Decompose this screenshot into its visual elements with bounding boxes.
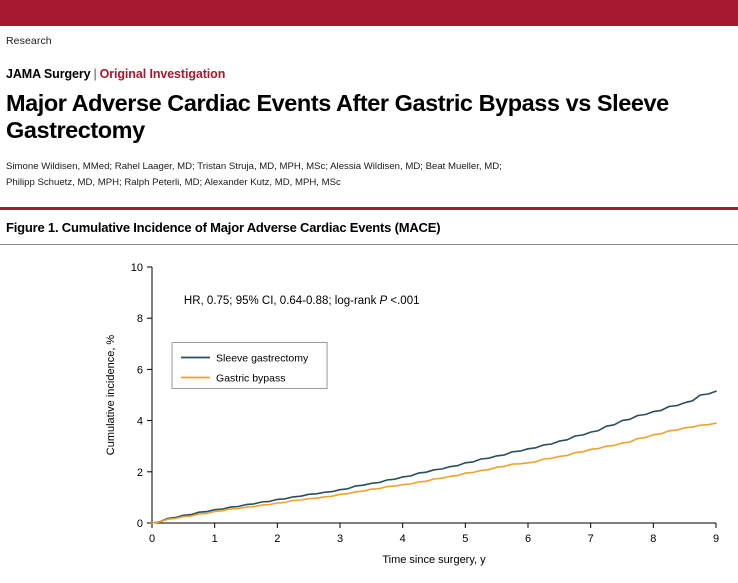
author-list xyxy=(0,159,738,190)
section-label: Research xyxy=(6,35,52,47)
y-tick-label: 4 xyxy=(136,415,143,428)
y-tick-label: 10 xyxy=(130,262,143,275)
page-title: Major Adverse Cardiac Events After Gastric Bypass vs Sleeve Gastrectomy xyxy=(6,90,669,144)
figure-caption: Figure 1. Cumulative Incidence of Major Adverse Cardiac Events (MACE) xyxy=(6,220,441,236)
journal-separator: | xyxy=(93,67,97,81)
y-tick-label: 2 xyxy=(136,466,143,479)
top-brand-bar xyxy=(0,0,738,26)
y-tick-label: 6 xyxy=(136,364,143,377)
x-tick-label: 7 xyxy=(587,533,594,546)
journal-name: JAMA Surgery xyxy=(6,67,91,81)
author-line-1: Simone Wildisen, MMed; Rahel Laager, MD; Tristan Struja, MD, MPH, MSc; Alessia Wildisen, MD; Beat Mueller, MD; xyxy=(6,160,502,172)
figure-chart-area xyxy=(0,245,738,575)
x-tick-label: 4 xyxy=(399,533,406,546)
y-tick-label: 0 xyxy=(136,518,143,531)
y-tick-label: 8 xyxy=(136,313,143,326)
journal-line xyxy=(0,47,738,81)
cumulative-incidence-chart xyxy=(0,245,738,575)
article-type: Original Investigation xyxy=(99,67,226,81)
x-tick-label: 1 xyxy=(211,533,218,546)
y-axis-label: Cumulative incidence, % xyxy=(105,334,117,456)
x-tick-label: 3 xyxy=(336,533,344,546)
author-line-2: Philipp Schuetz, MD, MPH; Ralph Peterli, MD; Alexander Kutz, MD, MPH, MSc xyxy=(6,176,341,188)
hr-annotation xyxy=(184,295,420,307)
hr-annotation-part-1: HR, 0.75; 95% CI, 0.64-0.88; log-rank xyxy=(183,295,380,308)
x-tick-label: 0 xyxy=(148,533,156,546)
x-axis-label: Time since surgery, y xyxy=(382,554,486,567)
x-tick-label: 2 xyxy=(274,533,281,546)
series-line-2 xyxy=(152,423,716,523)
hr-annotation-p-italic: P xyxy=(379,295,388,308)
x-tick-label: 9 xyxy=(712,533,720,546)
legend-label-2: Gastric bypass xyxy=(216,372,286,385)
hr-annotation-part-2: <.001 xyxy=(387,295,420,308)
x-tick-label: 5 xyxy=(462,533,469,546)
legend-label-1: Sleeve gastrectomy xyxy=(216,352,309,365)
series-line-1 xyxy=(152,391,716,523)
x-tick-label: 6 xyxy=(524,533,532,546)
x-tick-label: 8 xyxy=(650,533,657,546)
